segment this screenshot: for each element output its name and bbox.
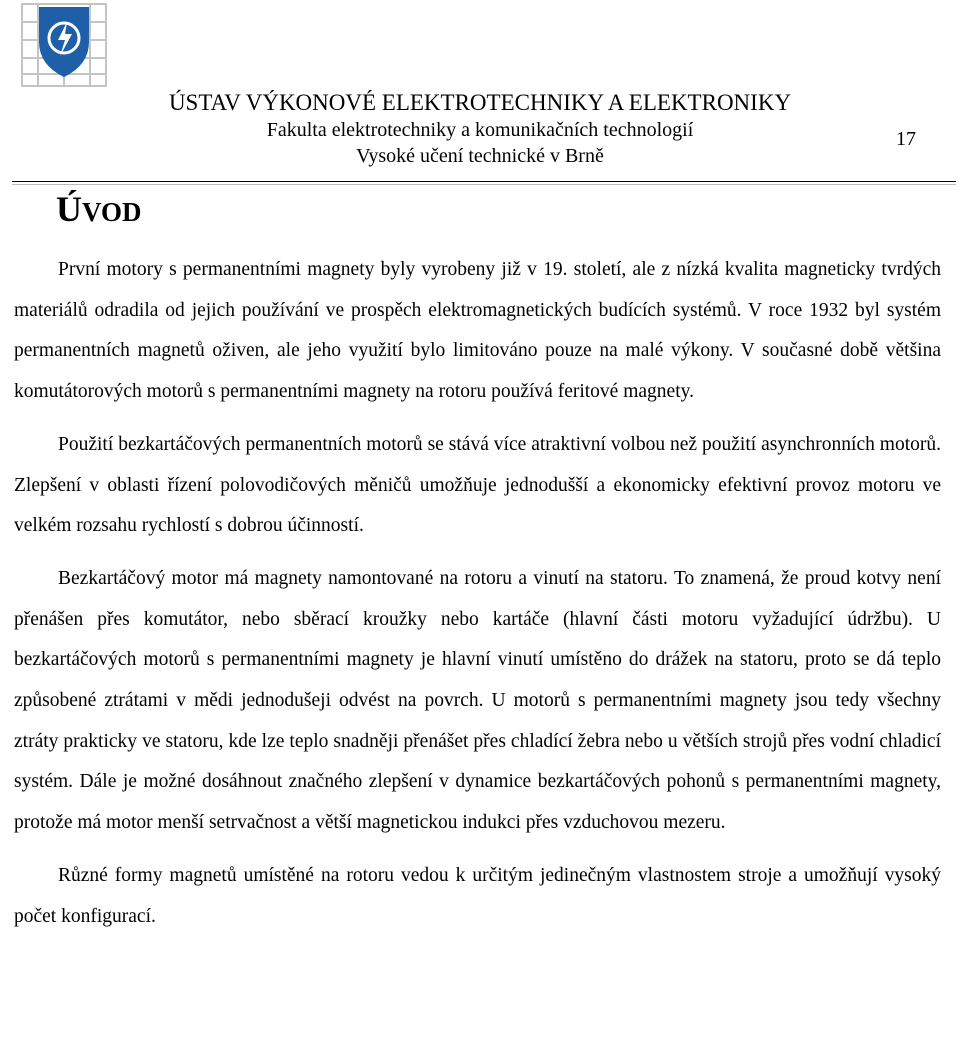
page-number: 17 xyxy=(896,128,916,150)
paragraph: Různé formy magnetů umístěné na rotoru vedou k určitým jedinečným vlastnostem stroje a umožňují vysoký počet konfigurací. xyxy=(14,864,941,927)
chapter-title xyxy=(56,188,141,230)
university-name: Vysoké učení technické v Brně xyxy=(356,145,604,167)
chapter-title-initial: Ú xyxy=(56,189,82,229)
university-logo xyxy=(20,2,108,88)
header-divider xyxy=(12,181,956,182)
chapter-title-rest: VOD xyxy=(82,197,142,227)
page-header xyxy=(150,88,810,169)
paragraph: První motory s permanentními magnety byly vyrobeny již v 19. století, ale z nízká kvalita magneticky tvrdých materiálů odradila od jejich používání ve prospěch elektromagnetických budících systémů. V roce 1932 byl systém permanentních magnetů oživen, ale jeho využití bylo limitováno pouze na malé výkony. V současné době většina komutátorových motorů s permanentními magnety na rotoru používá feritové magnety. xyxy=(14,259,941,403)
paragraph: Použití bezkartáčových permanentních motorů se stává více atraktivní volbou než použití asynchronních motorů. Zlepšení v oblasti řízení polovodičových měničů umožňuje jednodušší a ekonomicky efektivní provoz motoru ve velkém rozsahu rychlostí s dobrou účinností. xyxy=(14,433,941,537)
paragraph: Bezkartáčový motor má magnety namontované na rotoru a vinutí na statoru. To znamená, že proud kotvy není přenášen přes komutátor, nebo sběrací kroužky nebo kartáče (hlavní části motoru vyžadující údržbu). U bezkartáčových motorů s permanentními magnety je hlavní vinutí umístěno do drážek na statoru, proto se dá teplo způsobené ztrátami v mědi jednodušeji odvést na povrch. U motorů s permanentními magnety jsou tedy všechny ztráty prakticky ve statoru, kde lze teplo snadněji přenášet přes chladící žebra nebo u větších strojů přes vodní chladicí systém. Dále je možné dosáhnout značného zlepšení v dynamice bezkartáčových pohonů s permanentními magnety, protože má motor menší setrvačnost a větší magnetickou indukci přes vzduchovou mezeru. xyxy=(14,567,941,834)
header-divider-shadow xyxy=(12,184,956,185)
body-text xyxy=(14,250,941,949)
faculty-name: Fakulta elektrotechniky a komunikačních technologií xyxy=(266,119,694,141)
institute-name: ÚSTAV VÝKONOVÉ ELEKTROTECHNIKY A ELEKTRONIKY xyxy=(168,90,792,115)
